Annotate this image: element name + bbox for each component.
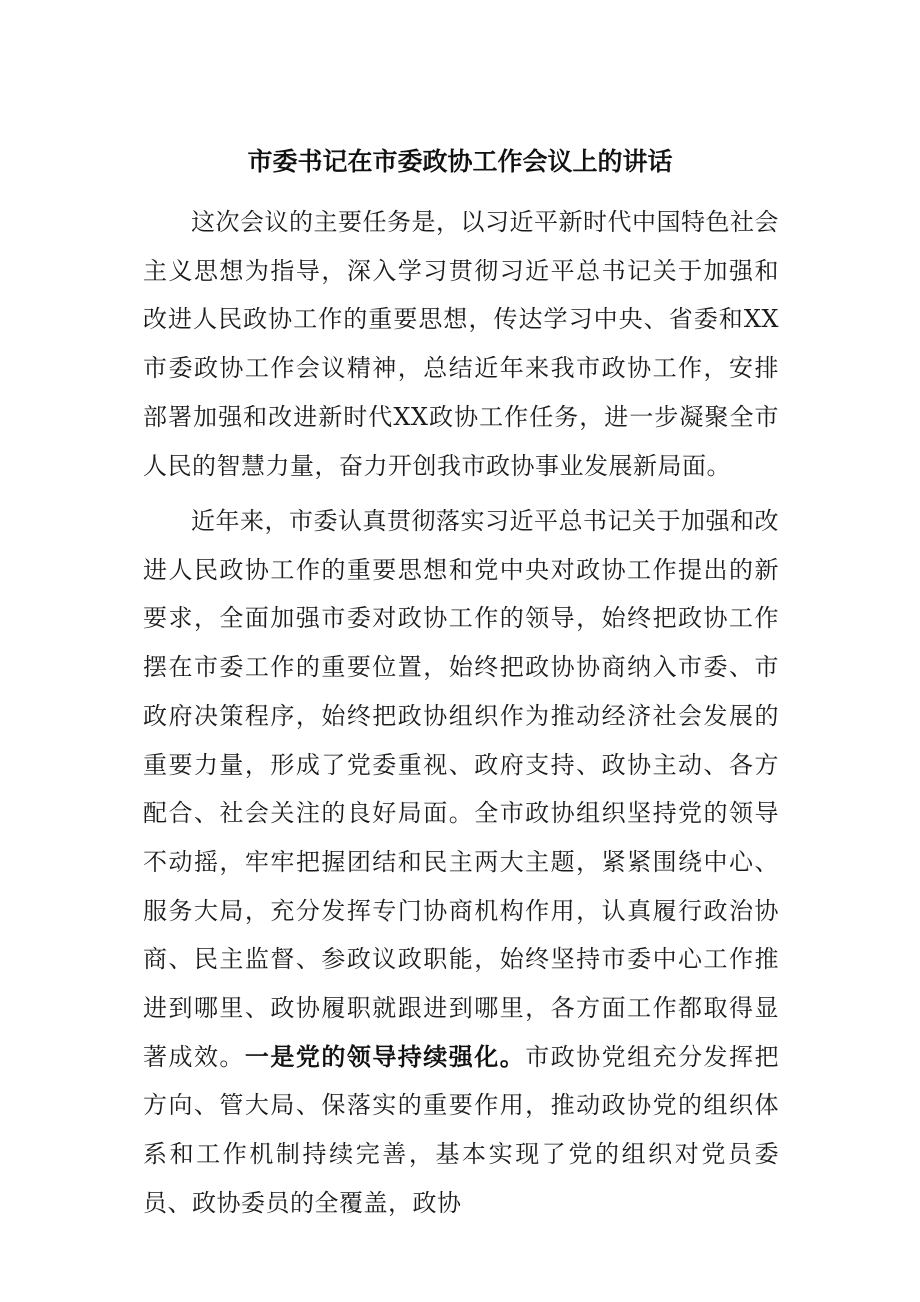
paragraph-2-text-after: 市政协党组充分发挥把方向、管大局、保落实的重要作用，推动政协党的组织体系和工作机制持续完善，基本实现了党的组织对党员委员、政协委员的全覆盖，政协 [143,1042,780,1217]
paragraph-1: 这次会议的主要任务是，以习近平新时代中国特色社会主义思想为指导，深入学习贯彻习近平总书记关于加强和改进人民政协工作的重要思想，传达学习中央、省委和XX市委政协工作会议精神，总结近年来我市政协工作，安排部署加强和改进新时代XX政协工作任务，进一步凝聚全市人民的智慧力量，奋力开创我市政协事业发展新局面。 [143,208,779,480]
paragraph-2-bold-heading: 一是党的领导持续强化。 [244,1042,526,1071]
paragraph-2 [143,497,779,1228]
paragraph-2-text-before: 近年来，市委认真贯彻落实习近平总书记关于加强和改进人民政协工作的重要思想和党中央对政协工作提出的新要求，全面加强市委对政协工作的领导，始终把政协工作摆在市委工作的重要位置，始终把政协协商纳入市委、市政府决策程序，始终把政协组织作为推动经济社会发展的重要力量，形成了党委重视、政府支持、政协主动、各方配合、社会关注的良好局面。全市政协组织坚持党的领导不动摇，牢牢把握团结和民主两大主题，紧紧围绕中心、服务大局，充分发挥专门协商机构作用，认真履行政治协商、民主监督、参政议政职能，始终坚持市委中心工作推进到哪里、政协履职就跟进到哪里，各方面工作都取得显著成效。 [143,507,779,1071]
document-title: 市委书记在市委政协工作会议上的讲话 [247,147,673,176]
